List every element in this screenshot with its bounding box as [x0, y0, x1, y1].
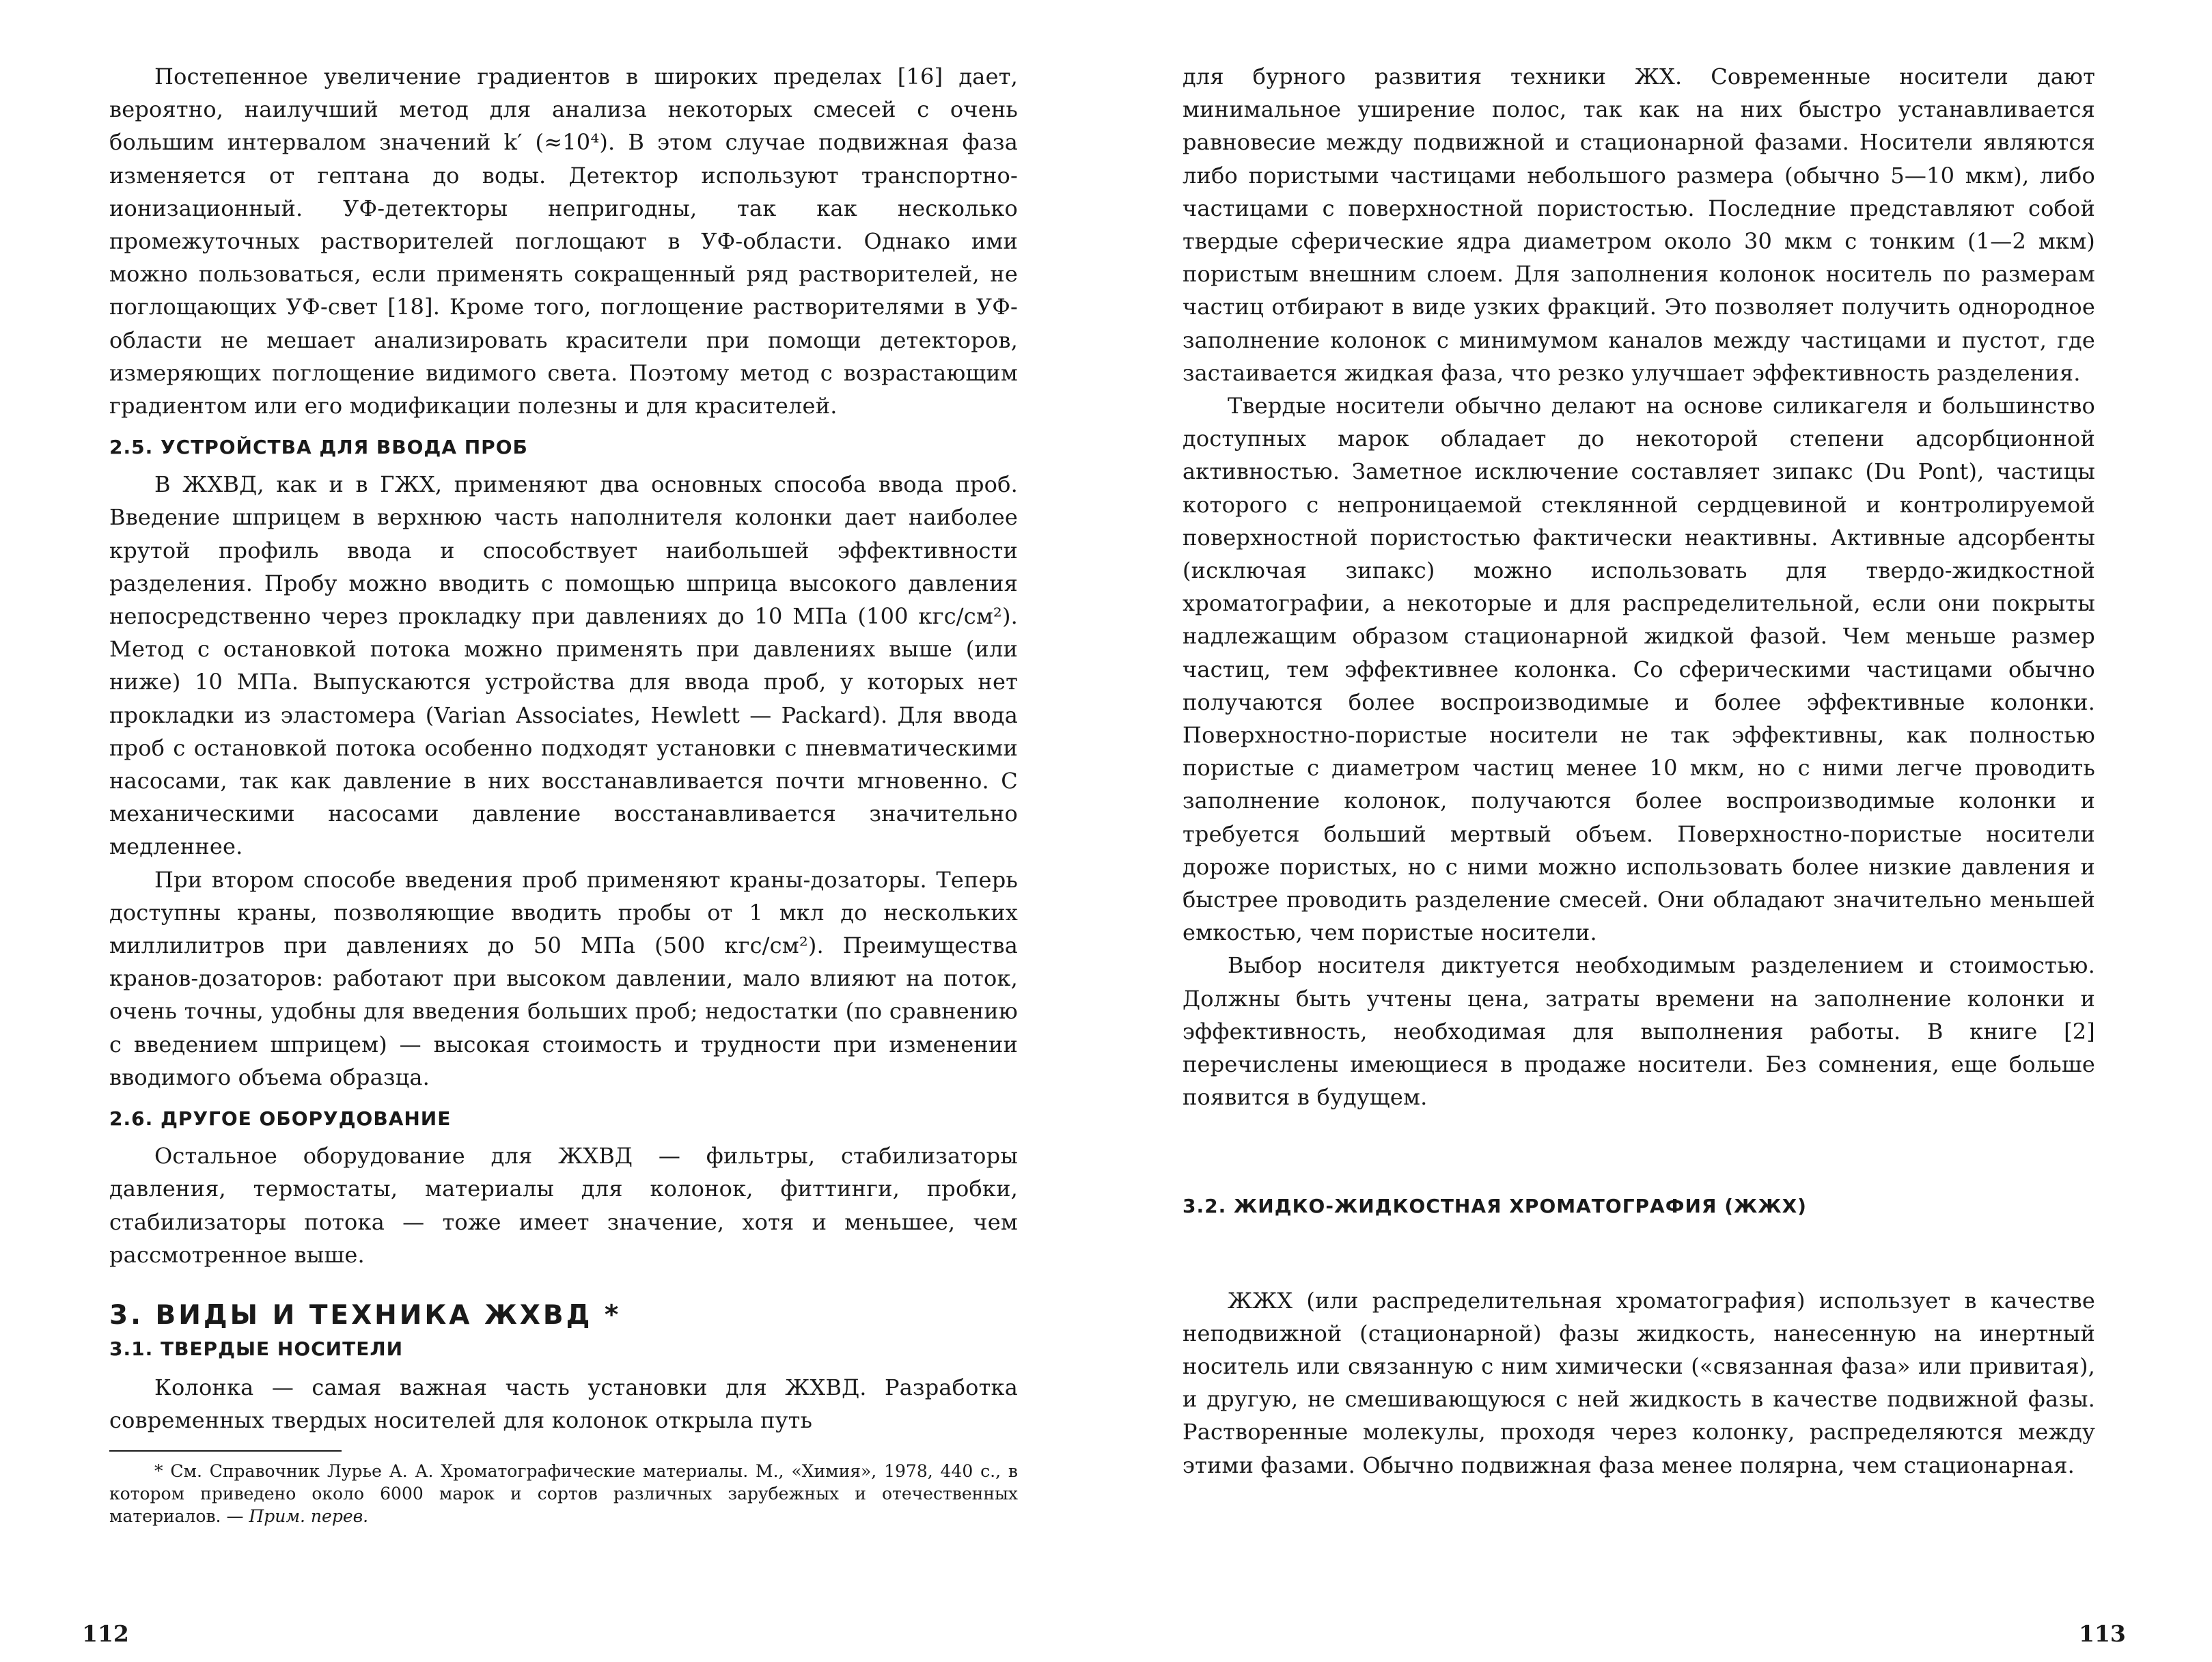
paragraph: Твердые носители обычно делают на основе силикагеля и большинство доступных марок обладает до некоторой степени адсорбционной активностью. Заметное исключение составляет зипакс (Du Pont), частицы которого с непроницаемой стеклянной сердцевиной и контролируемой поверхностной пористостью фактически неактивны. Активные адсорбенты (исключая зипакс) можно использовать для твердо-жидкостной хроматографии, а некоторые и для распределительной, если они покрыты надлежащим образом стационарной жидкой фазой. Чем меньше размер частиц, тем эффективнее колонка. Со сферическими частицами обычно получаются более воспроизводимые и более эффективные колонки. Поверхностно-пористые носители не так эффективны, как полностью пористые с диаметром частиц менее 10 мкм, но с ними легче проводить заполнение колонок, получаются более воспроизводимые колонки и требуется больший мертвый объем. Поверхностно-пористые носители дороже пористых, но с ними можно использовать более низкие давления и быстрее проводить разделение смесей. Они обладают значительно меньшей емкостью, чем пористые носители.: [1183, 393, 2095, 946]
section-heading-2-6: 2.6. ДРУГОЕ ОБОРУДОВАНИЕ: [109, 1107, 452, 1131]
page-number: 113: [2079, 1620, 2126, 1647]
left-text-column: [109, 60, 1018, 1527]
chapter-heading-3: 3. ВИДЫ И ТЕХНИКА ЖХВД *: [109, 1299, 622, 1331]
translator-note: Прим. перев.: [249, 1506, 369, 1527]
section-heading-2-5: 2.5. УСТРОЙСТВА ДЛЯ ВВОДА ПРОБ: [109, 436, 528, 459]
paragraph: При втором способе введения проб применяют краны-дозаторы. Теперь доступны краны, позволяющие вводить пробы от 1 мкл до нескольких миллилитров при давлениях до 50 МПа (500 кгс/см²). Преимущества кранов-дозаторов: работают при высоком давлении, мало влияют на поток, очень точны, удобны для введения больших проб; недостатки (по сравнению с введением шприцем) — высокая стоимость и трудности при изменении вводимого объема образца.: [109, 866, 1018, 1090]
paragraph: ЖЖХ (или распределительная хроматография) использует в качестве неподвижной (стационарной) фазы жидкость, нанесенную на инертный носитель или связанную с ним химически («связанная фаза» или привитая), и другую, не смешивающуюся с ней жидкость в качестве подвижной фазы. Растворенные молекулы, проходя через колонку, распределяются между этими фазами. Обычно подвижная фаза менее полярна, чем стационарная.: [1183, 1287, 2095, 1478]
right-text-column: [1183, 60, 2095, 1482]
footnote-text: * См. Справочник Лурье А. А. Хроматографические материалы. М., «Химия», 1978, 440 с., в котором приведено около 6000 марок и сортов различных зарубежных и отечественных материалов. —: [109, 1461, 1018, 1527]
page-number: 112: [82, 1620, 129, 1647]
paragraph: Остальное оборудование для ЖХВД — фильтры, стабилизаторы давления, термостаты, материалы для колонок, фиттинги, пробки, стабилизаторы потока — тоже имеет значение, хотя и меньшее, чем рассмотренное выше.: [109, 1143, 1018, 1268]
footnote-rule: [109, 1450, 342, 1452]
paragraph: для бурного развития техники ЖХ. Современные носители дают минимальное уширение полос, так как на них быстро устанавливается равновесие между подвижной и стационарной фазами. Носители являются либо пористыми частицами небольшого размера (обычно 5—10 мкм), либо частицами с поверхностной пористостью. Последние представляют собой твердые сферические ядра диаметром около 30 мкм с тонким (1—2 мкм) пористым внешним слоем. Для заполнения колонок носитель по размерам частиц отбирают в виде узких фракций. Это позволяет получить однородное заполнение колонок с минимумом каналов между частицами и пустот, где застаивается жидкая фаза, что резко улучшает эффективность разделения.: [1183, 64, 2095, 386]
right-page: [1106, 0, 2212, 1662]
section-heading-3-1: 3.1. ТВЕРДЫЕ НОСИТЕЛИ: [109, 1337, 404, 1360]
paragraph: Колонка — самая важная часть установки для ЖХВД. Разработка современных твердых носителей для колонок открыла путь: [109, 1374, 1018, 1434]
paragraph: Постепенное увеличение градиентов в широких пределах [16] дает, вероятно, наилучший метод для анализа некоторых смесей с очень большим интервалом значений k′ (≈10⁴). В этом случае подвижная фаза изменяется от гептана до воды. Детектор используют транспортно-ионизационный. УФ-детекторы непригодны, так как несколько промежуточных растворителей поглощают в УФ-области. Однако ими можно пользоваться, если применять сокращенный ряд растворителей, не поглощающих УФ-свет [18]. Кроме того, поглощение растворителями в УФ-области не мешает анализировать красители при помощи детекторов, измеряющих поглощение видимого света. Поэтому метод с возрастающим градиентом или его модификации полезны и для красителей.: [109, 64, 1018, 419]
paragraph: В ЖХВД, как и в ГЖХ, применяют два основных способа ввода проб. Введение шприцем в верхнюю часть наполнителя колонки дает наиболее крутой профиль ввода и способствует наибольшей эффективности разделения. Пробу можно вводить с помощью шприца высокого давления непосредственно через прокладку при давлениях до 10 МПа (100 кгс/см²). Метод с остановкой потока можно применять при давлениях выше (или ниже) 10 МПа. Выпускаются устройства для ввода проб, у которых нет прокладки из эластомера (Varian Associates, Hewlett — Packard). Для ввода проб с остановкой потока особенно подходят установки с пневматическими насосами, так как давление в них восстанавливается почти мгновенно. С механическими насосами давление восстанавливается значительно медленнее.: [109, 471, 1018, 860]
section-heading-3-2: 3.2. ЖИДКО-ЖИДКОСТНАЯ ХРОМАТОГРАФИЯ (ЖЖХ): [1183, 1194, 1807, 1217]
footnote: [109, 1460, 1018, 1527]
paragraph: Выбор носителя диктуется необходимым разделением и стоимостью. Должны быть учтены цена, затраты времени на заполнение колонки и эффективность, необходимая для выполнения работы. В книге [2] перечислены имеющиеся в продаже носители. Без сомнения, еще больше появится в будущем.: [1183, 952, 2095, 1111]
